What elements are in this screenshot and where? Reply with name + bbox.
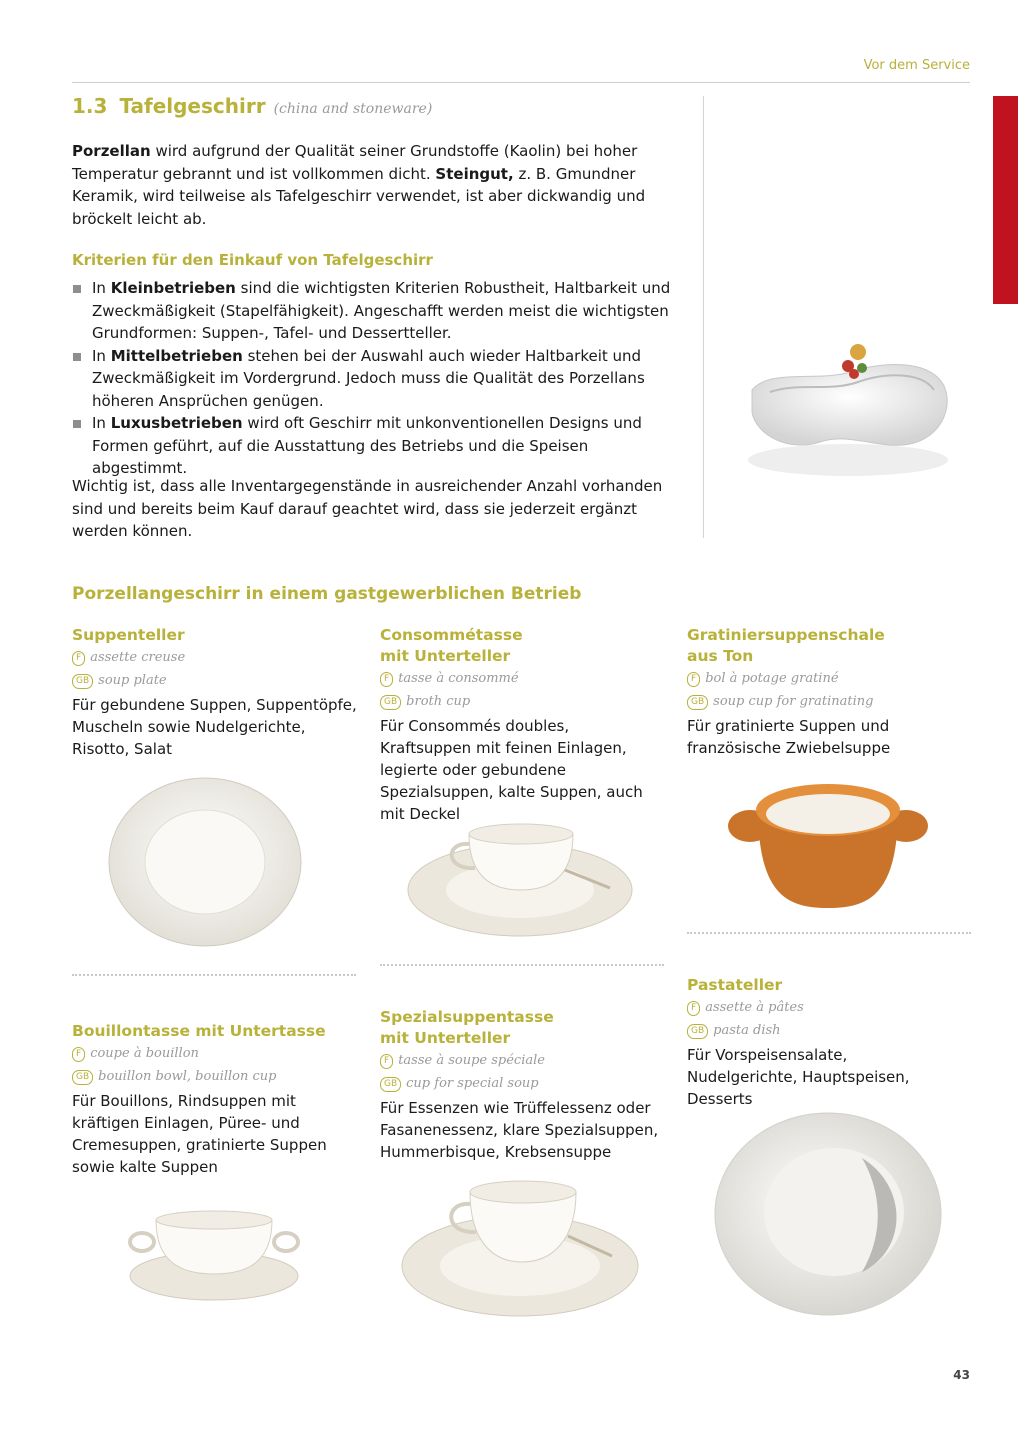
consomme-cup-photo [405,812,635,942]
translation-gb [687,1019,977,1042]
bouillon-cup-photo [128,1208,300,1303]
closing-paragraph: Wichtig ist, dass alle Inventargegenstände in ausreichender Anzahl vorhanden sind und bereits beim Kauf darauf geachtet wird, dass sie jederzeit ergänzt werden können. [72,477,663,540]
criteria-item-term: Kleinbetrieben [110,279,236,297]
pasta-plate-photo [712,1108,944,1320]
square-bullet-icon [73,353,81,361]
translation-gb [380,690,670,713]
criteria-item [72,345,682,413]
intro-text-2: z. B. Gmundner Keramik, wird teilweise als Tafelgeschirr verwendet, ist aber dickwandig und bröckelt leicht ab. [72,164,646,228]
french-flag-icon: F [72,651,85,666]
translation-gb-text: pasta dish [713,1023,781,1038]
translation-gb [687,690,977,713]
chapter-tab-marker [993,96,1018,304]
translation-fr-text: tasse à consommé [398,671,519,686]
card-description: Für Vorspeisensalate, Nudelgerichte, Hauptspeisen, Desserts [687,1046,910,1108]
square-bullet-icon [73,285,81,293]
section-subtitle: (china and stoneware) [273,101,433,117]
translation-fr [380,1049,670,1072]
card-title: Bouillontasse mit Untertasse [72,1022,326,1040]
translation-fr [72,646,362,669]
criteria-list [72,277,682,480]
terracotta-bowl-photo [728,778,928,913]
soup-plate-photo [105,770,305,950]
card-description: Für Consommés doubles, Kraftsuppen mit feinen Einlagen, legierte oder gebundene Spezialsuppen, kalte Suppen, auch mit Deckel [380,717,643,823]
card-description: Für gratinierte Suppen und französische Zwiebelsuppe [687,717,891,757]
card-consommetasse [380,625,670,825]
criteria-item-text: sind die wichtigsten Kriterien Robustheit, Haltbarkeit und Zweckmäßigkeit (Stapelfähigkeit). Angeschafft werden meist die wichtigsten Grundformen: Suppen-, Tafel- und Dessertteller. [92,279,671,342]
section-title [72,94,432,118]
translation-fr [380,667,670,690]
french-flag-icon: F [72,1047,85,1062]
card-separator [687,932,971,934]
translation-gb-text: soup cup for gratinating [713,694,874,709]
criteria-item-term: Luxusbetrieben [110,414,243,432]
translation-gb-text: soup plate [98,673,167,688]
french-flag-icon: F [687,672,700,687]
running-head: Vor dem Service [863,58,970,73]
card-description: Für Essenzen wie Trüffelessenz oder Fasanenessenz, klare Spezialsuppen, Hummerbisque, Krebsensuppe [380,1099,659,1161]
translation-fr-text: assette creuse [90,650,186,665]
translation-gb [380,1072,670,1095]
translation-fr-text: bol à potage gratiné [705,671,839,686]
special-soup-cup-photo [400,1170,640,1320]
card-title: Gratiniersuppenschale aus Ton [687,626,885,665]
card-description: Für Bouillons, Rindsuppen mit kräftigen Einlagen, Püree- und Cremesuppen, gratinierte Suppen sowie kalte Suppen [72,1092,327,1176]
translation-fr [687,996,977,1019]
translation-gb-text: bouillon bowl, bouillon cup [98,1069,277,1084]
english-flag-icon: GB [380,695,401,710]
card-title: Suppenteller [72,626,185,644]
english-flag-icon: GB [687,1024,708,1039]
criteria-heading: Kriterien für den Einkauf von Tafelgeschirr [72,251,433,269]
card-description: Für gebundene Suppen, Suppentöpfe, Muscheln sowie Nudelgerichte, Risotto, Salat [72,696,357,758]
translation-fr-text: tasse à soupe spéciale [398,1053,545,1068]
french-flag-icon: F [687,1001,700,1016]
card-suppenteller [72,625,362,760]
criteria-item-prefix: In [92,414,111,432]
criteria-item-prefix: In [92,346,111,365]
term-porzellan: Porzellan [72,142,151,160]
page-number: 43 [953,1368,970,1382]
translation-gb [72,669,362,692]
translation-fr-text: coupe à bouillon [90,1046,199,1061]
criteria-item-prefix: In [92,279,111,297]
card-spezialsuppentasse [380,1007,670,1163]
card-title: Consommétasse mit Unterteller [380,626,523,665]
criteria-item [72,277,682,345]
section-title-text: Tafelgeschirr [119,94,266,118]
card-pastateller [687,975,977,1110]
card-title: Spezialsuppentasse mit Unterteller [380,1008,554,1047]
section-number: 1.3 [72,94,108,118]
card-separator [380,964,664,966]
card-title: Pastateller [687,976,783,994]
english-flag-icon: GB [687,695,708,710]
intro-paragraph [72,140,680,230]
term-steingut: Steingut, [435,164,514,183]
translation-fr [687,667,977,690]
french-flag-icon: F [380,672,393,687]
gallery-heading: Porzellangeschirr in einem gastgewerblichen Betrieb [72,584,582,604]
english-flag-icon: GB [72,1070,93,1085]
criteria-item-term: Mittelbetrieben [110,346,243,365]
card-bouillontasse [72,1021,362,1178]
translation-gb-text: cup for special soup [406,1076,539,1091]
header-rule [72,82,970,83]
translation-gb-text: broth cup [406,694,471,709]
card-separator [72,974,356,976]
english-flag-icon: GB [380,1077,401,1092]
translation-fr [72,1042,362,1065]
translation-fr-text: assette à pâtes [705,1000,804,1015]
criteria-item-text: wird oft Geschirr mit unkonventionellen Designs und Formen geführt, auf die Ausstattung des Betriebs und die Speisen abgestimmt. [92,414,642,477]
criteria-item [72,412,682,480]
english-flag-icon: GB [72,674,93,689]
card-gratiniersuppenschale [687,625,977,759]
square-bullet-icon [73,420,81,428]
designer-dish-photo [730,320,960,490]
criteria-item-text: stehen bei der Auswahl auch wieder Haltbarkeit und Zweckmäßigkeit im Vordergrund. Jedoch muss die Qualität des Porzellans höheren Ansprüchen genügen. [92,346,645,410]
french-flag-icon: F [380,1054,393,1069]
intro-text-1: wird aufgrund der Qualität seiner Grundstoffe (Kaolin) bei hoher Temperatur gebrannt und ist vollkommen dicht. [72,142,638,183]
column-divider [703,96,704,538]
translation-gb [72,1065,362,1088]
